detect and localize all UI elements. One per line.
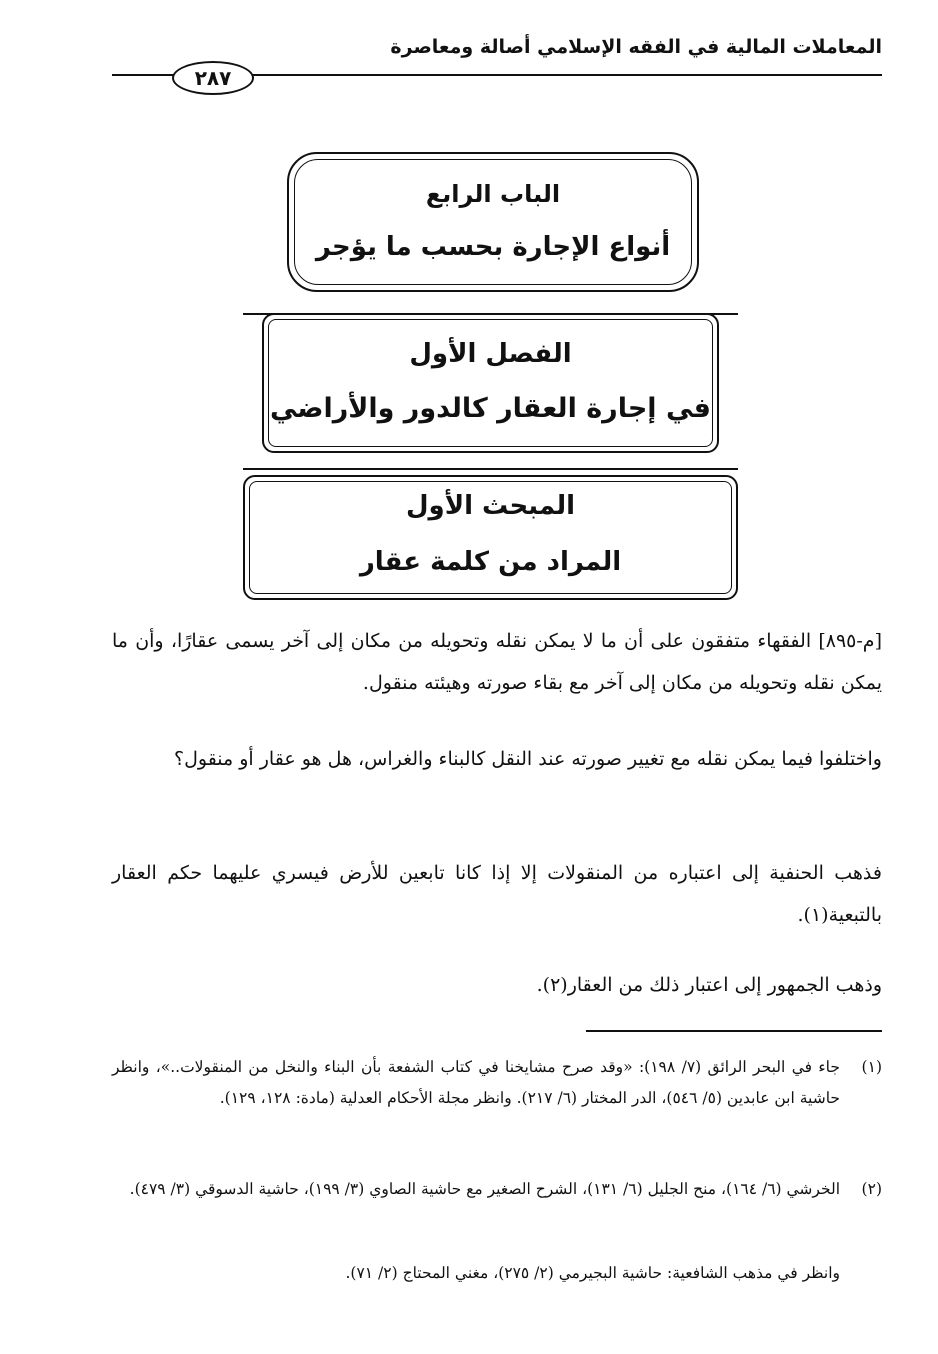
- footnote-number: (٢): [861, 1180, 882, 1198]
- chapter-heading-inner-frame: [294, 159, 692, 285]
- page-number: ٢٨٧: [172, 61, 254, 95]
- topic-title: المراد من كلمة عقار: [359, 547, 622, 577]
- footnote-text: جاء في البحر الرائق (٧/ ١٩٨): «وقد صرح مشايخنا في كتاب الشفعة بأن البناء والنخل من المنقولات..»، وانظر حاشية ابن عابدين (٥/ ٥٤٦)، الدر المختار (٦/ ٢١٧). وانظر مجلة الأحكام العدلية (مادة: ١٢٨، ١٢٩).: [112, 1058, 840, 1107]
- footnote-separator: [586, 1030, 882, 1032]
- body-paragraph: فذهب الحنفية إلى اعتباره من المنقولات إلا إذا كانا تابعين للأرض فيسري عليهما حكم العقار بالتبعية(١).: [112, 862, 882, 926]
- footnote-number: (١): [861, 1058, 882, 1076]
- footnote: [112, 1174, 882, 1205]
- topic-heading-box: [243, 475, 738, 600]
- body-paragraph: واختلفوا فيما يمكن نقله مع تغيير صورته عند النقل كالبناء والغراس، هل هو عقار أو منقول؟: [173, 748, 882, 770]
- part-heading-box: [262, 313, 719, 453]
- footnote-text: الخرشي (٦/ ١٦٤)، منح الجليل (٦/ ١٣١)، الشرح الصغير مع حاشية الصاوي (٣/ ١٩٩)، حاشية الدسوقي (٣/ ٤٧٩).: [129, 1180, 840, 1198]
- body-paragraph: [م-٨٩٥] الفقهاء متفقون على أن ما لا يمكن نقله وتحويله من مكان إلى آخر يسمى عقارًا، وأن ما يمكن نقله وتحويله من مكان إلى آخر مع بقاء صورته وهيئته منقول.: [112, 630, 882, 694]
- footnote-continuation: وانظر في مذهب الشافعية: حاشية البجيرمي (٢/ ٢٧٥)، مغني المحتاج (٢/ ٧١).: [345, 1264, 840, 1282]
- part-title: في إجارة العقار كالدور والأراضي: [270, 393, 711, 424]
- chapter-heading-box: [287, 152, 699, 292]
- chapter-title: أنواع الإجارة بحسب ما يؤجر: [315, 232, 671, 262]
- footnote: [112, 1052, 882, 1114]
- topic-label: المبحث الأول: [405, 491, 576, 521]
- part-label: الفصل الأول: [409, 339, 572, 369]
- body-paragraph: وذهب الجمهور إلى اعتبار ذلك من العقار(٢).: [536, 974, 882, 996]
- running-title: المعاملات المالية في الفقه الإسلامي أصالة ومعاصرة: [390, 36, 882, 58]
- topic-top-rule: [243, 468, 738, 470]
- chapter-label: الباب الرابع: [425, 180, 561, 208]
